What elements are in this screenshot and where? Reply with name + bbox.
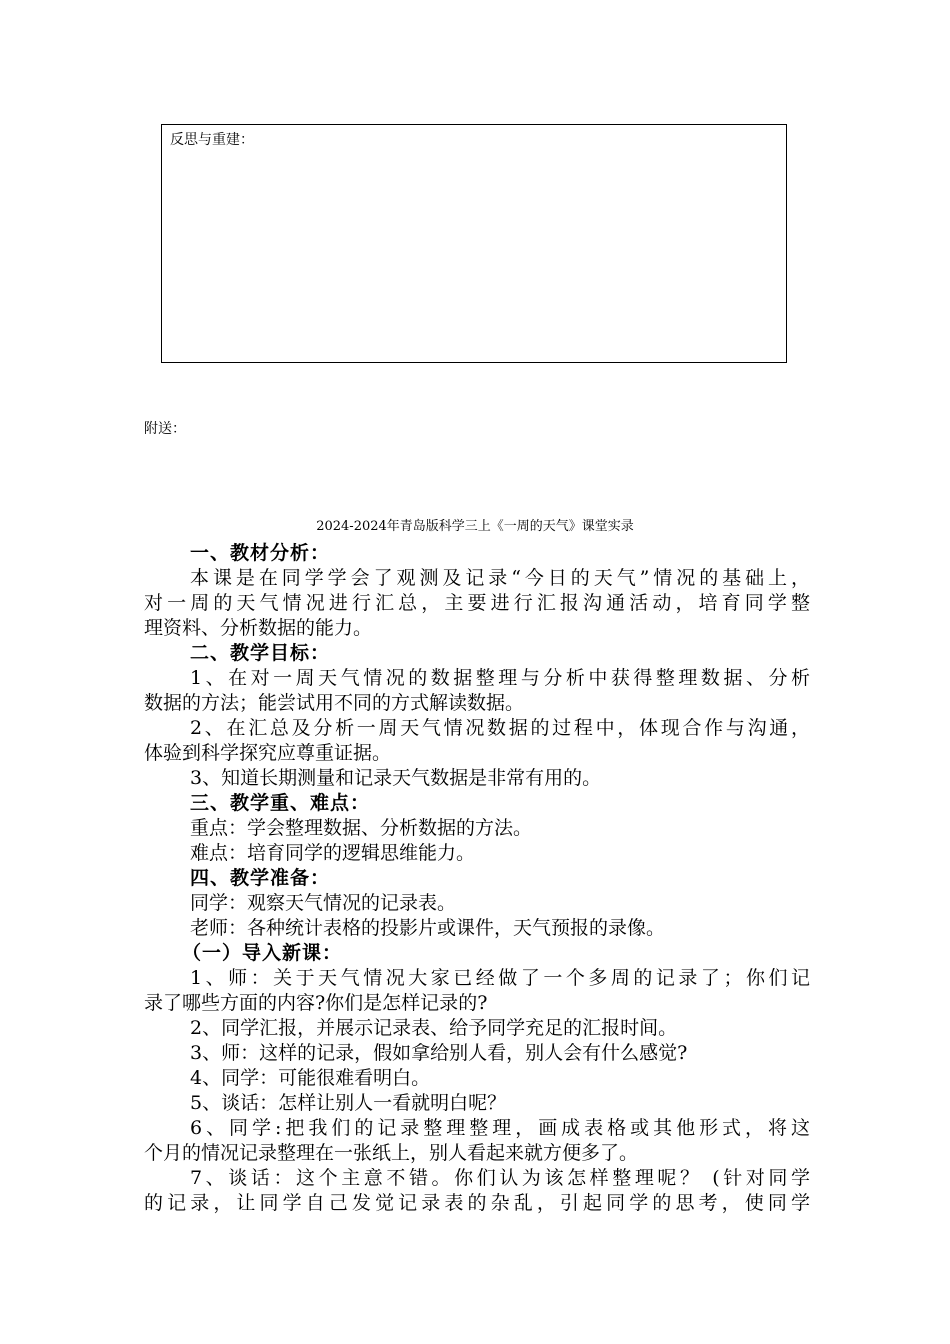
body-line: 7、谈话：这个主意不错。你们认为该怎样整理呢？ (针对同学 bbox=[190, 1167, 810, 1189]
body-line: 理资料、分析数据的能力。 bbox=[144, 617, 373, 639]
document-title: 2024-2024年青岛版科学三上《一周的天气》课堂实录 bbox=[316, 519, 634, 534]
section-heading: 三、教学重、难点： bbox=[190, 792, 371, 814]
body-line: 5、谈话：怎样让别人一看就明白呢？ bbox=[190, 1092, 507, 1114]
body-line: 的记录，让同学自己发觉记录表的杂乱，引起同学的思考，使同学 bbox=[144, 1192, 810, 1214]
body-line: 3、师：这样的记录，假如拿给别人看，别人会有什么感觉? bbox=[190, 1042, 688, 1064]
body-line: 1、师：关于天气情况大家已经做了一个多周的记录了；你们记 bbox=[190, 967, 810, 989]
section-heading: 一、教材分析： bbox=[190, 542, 331, 564]
body-line: 数据的方法；能尝试用不同的方式解读数据。 bbox=[144, 692, 525, 714]
body-line: 3、知道长期测量和记录天气数据是非常有用的。 bbox=[190, 767, 602, 789]
body-line: 难点：培育同学的逻辑思维能力。 bbox=[190, 842, 476, 864]
section-heading: （一）导入新课： bbox=[182, 942, 343, 964]
appendix-label: 附送： bbox=[144, 421, 186, 437]
body-line: 2、在汇总及分析一周天气情况数据的过程中，体现合作与沟通， bbox=[190, 717, 810, 739]
body-line: 1、在对一周天气情况的数据整理与分析中获得整理数据、分析 bbox=[190, 667, 810, 689]
reflection-box bbox=[161, 124, 787, 363]
section-heading: 四、教学准备： bbox=[190, 867, 331, 889]
body-line: 同学：观察天气情况的记录表。 bbox=[190, 892, 457, 914]
body-line: 体验到科学探究应尊重证据。 bbox=[144, 742, 392, 764]
body-line: 4、同学：可能很难看明白。 bbox=[190, 1067, 431, 1089]
body-line: 老师：各种统计表格的投影片或课件，天气预报的录像。 bbox=[190, 917, 666, 939]
body-line: 对一周的天气情况进行汇总，主要进行汇报沟通活动，培育同学整 bbox=[144, 592, 810, 614]
body-line: 6、同学:把我们的记录整理整理，画成表格或其他形式，将这 bbox=[190, 1117, 810, 1139]
document-body bbox=[144, 541, 810, 1216]
body-line: 个月的情况记录整理在一张纸上，别人看起来就方便多了。 bbox=[144, 1142, 639, 1164]
body-line: 录了哪些方面的内容?你们是怎样记录的? bbox=[144, 992, 488, 1014]
body-line: 本课是在同学学会了观测及记录“今日的天气”情况的基础上， bbox=[190, 567, 810, 589]
body-line: 2、同学汇报，并展示记录表、给予同学充足的汇报时间。 bbox=[190, 1017, 678, 1039]
reflection-label: 反思与重建： bbox=[170, 132, 254, 148]
section-heading: 二、教学目标： bbox=[190, 642, 331, 664]
body-line: 重点：学会整理数据、分析数据的方法。 bbox=[190, 817, 533, 839]
